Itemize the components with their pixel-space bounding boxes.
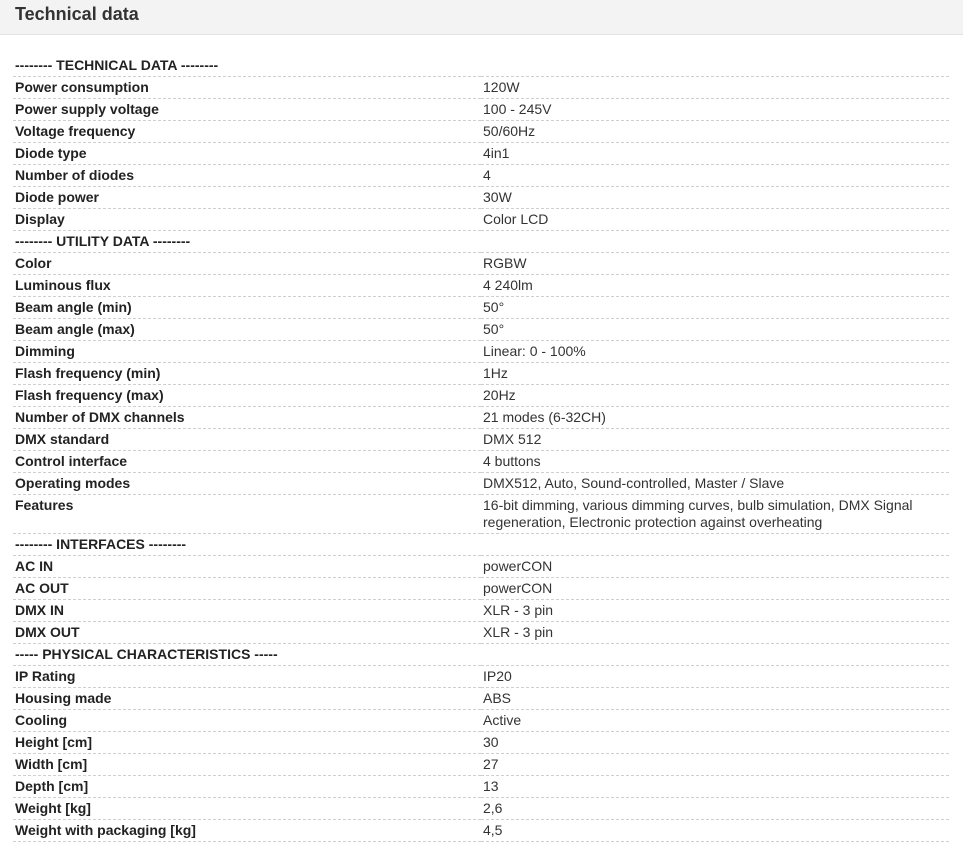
spec-value: XLR - 3 pin xyxy=(481,600,949,622)
spec-value: 4in1 xyxy=(481,143,949,165)
spec-label: Depth [cm] xyxy=(13,776,481,798)
spec-label: Height [cm] xyxy=(13,732,481,754)
spec-row xyxy=(13,798,949,820)
spec-row xyxy=(13,385,949,407)
spec-value: 4,5 xyxy=(481,820,949,842)
spec-row xyxy=(13,429,949,451)
spec-row xyxy=(13,473,949,495)
spec-value: 4 buttons xyxy=(481,451,949,473)
spec-label: Housing made xyxy=(13,688,481,710)
spec-label: IP Rating xyxy=(13,666,481,688)
spec-value: powerCON xyxy=(481,578,949,600)
spec-value: Linear: 0 - 100% xyxy=(481,341,949,363)
spec-value: 27 xyxy=(481,754,949,776)
spec-row xyxy=(13,820,949,842)
spec-row xyxy=(13,710,949,732)
section-heading-row xyxy=(13,534,949,556)
spec-value: 13 xyxy=(481,776,949,798)
spec-value: 100 - 245V xyxy=(481,99,949,121)
spec-value: 2,6 xyxy=(481,798,949,820)
spec-row xyxy=(13,666,949,688)
spec-value: 20Hz xyxy=(481,385,949,407)
spec-row xyxy=(13,495,949,534)
spec-label: AC OUT xyxy=(13,578,481,600)
spec-label: Beam angle (max) xyxy=(13,319,481,341)
spec-label: Number of DMX channels xyxy=(13,407,481,429)
spec-value: Active xyxy=(481,710,949,732)
spec-label: Cooling xyxy=(13,710,481,732)
spec-row xyxy=(13,451,949,473)
spec-value: IP20 xyxy=(481,666,949,688)
spec-value: 50° xyxy=(481,319,949,341)
spec-value: 4 xyxy=(481,165,949,187)
spec-value: 30W xyxy=(481,187,949,209)
section-heading: ----- PHYSICAL CHARACTERISTICS ----- xyxy=(13,644,949,666)
spec-row xyxy=(13,253,949,275)
section-heading-row xyxy=(13,231,949,253)
spec-label: Width [cm] xyxy=(13,754,481,776)
spec-row xyxy=(13,776,949,798)
spec-label: Display xyxy=(13,209,481,231)
spec-value: 21 modes (6-32CH) xyxy=(481,407,949,429)
spec-label: Features xyxy=(13,495,481,534)
spec-label: Dimming xyxy=(13,341,481,363)
section-heading: -------- INTERFACES -------- xyxy=(13,534,949,556)
spec-label: DMX standard xyxy=(13,429,481,451)
spec-label: Diode type xyxy=(13,143,481,165)
spec-value: powerCON xyxy=(481,556,949,578)
spec-value: DMX 512 xyxy=(481,429,949,451)
spec-row xyxy=(13,407,949,429)
spec-row xyxy=(13,622,949,644)
spec-row xyxy=(13,187,949,209)
spec-value: 4 240lm xyxy=(481,275,949,297)
section-header xyxy=(0,0,963,35)
spec-value: Color LCD xyxy=(481,209,949,231)
spec-row xyxy=(13,688,949,710)
page-title: Technical data xyxy=(15,3,139,24)
spec-label: Voltage frequency xyxy=(13,121,481,143)
spec-row xyxy=(13,143,949,165)
spec-label: DMX IN xyxy=(13,600,481,622)
spec-row xyxy=(13,209,949,231)
spec-value: 16-bit dimming, various dimming curves, bulb simulation, DMX Signal regeneration, Electronic protection against overheating xyxy=(481,495,949,534)
spec-label: Diode power xyxy=(13,187,481,209)
spec-label: Flash frequency (min) xyxy=(13,363,481,385)
spec-value: 50/60Hz xyxy=(481,121,949,143)
spec-label: Beam angle (min) xyxy=(13,297,481,319)
spec-value: 50° xyxy=(481,297,949,319)
spec-value: DMX512, Auto, Sound-controlled, Master / Slave xyxy=(481,473,949,495)
spec-label: Flash frequency (max) xyxy=(13,385,481,407)
spec-row xyxy=(13,556,949,578)
spec-value: 1Hz xyxy=(481,363,949,385)
technical-data-table xyxy=(13,55,949,842)
spec-row xyxy=(13,165,949,187)
section-heading-row xyxy=(13,644,949,666)
section-heading: -------- TECHNICAL DATA -------- xyxy=(13,55,949,77)
spec-row xyxy=(13,275,949,297)
technical-data-body xyxy=(13,55,949,842)
spec-row xyxy=(13,121,949,143)
spec-label: DMX OUT xyxy=(13,622,481,644)
spec-row xyxy=(13,363,949,385)
spec-row xyxy=(13,77,949,99)
spec-label: Number of diodes xyxy=(13,165,481,187)
spec-label: Power supply voltage xyxy=(13,99,481,121)
spec-row xyxy=(13,99,949,121)
spec-value: 120W xyxy=(481,77,949,99)
spec-value: XLR - 3 pin xyxy=(481,622,949,644)
spec-row xyxy=(13,297,949,319)
spec-label: Luminous flux xyxy=(13,275,481,297)
spec-row xyxy=(13,341,949,363)
section-heading-row xyxy=(13,55,949,77)
spec-label: Color xyxy=(13,253,481,275)
spec-value: RGBW xyxy=(481,253,949,275)
spec-value: 30 xyxy=(481,732,949,754)
spec-label: Weight with packaging [kg] xyxy=(13,820,481,842)
spec-label: AC IN xyxy=(13,556,481,578)
spec-label: Operating modes xyxy=(13,473,481,495)
spec-row xyxy=(13,319,949,341)
spec-label: Power consumption xyxy=(13,77,481,99)
spec-row xyxy=(13,732,949,754)
spec-row xyxy=(13,754,949,776)
spec-label: Weight [kg] xyxy=(13,798,481,820)
spec-label: Control interface xyxy=(13,451,481,473)
section-heading: -------- UTILITY DATA -------- xyxy=(13,231,949,253)
spec-row xyxy=(13,578,949,600)
spec-row xyxy=(13,600,949,622)
spec-value: ABS xyxy=(481,688,949,710)
